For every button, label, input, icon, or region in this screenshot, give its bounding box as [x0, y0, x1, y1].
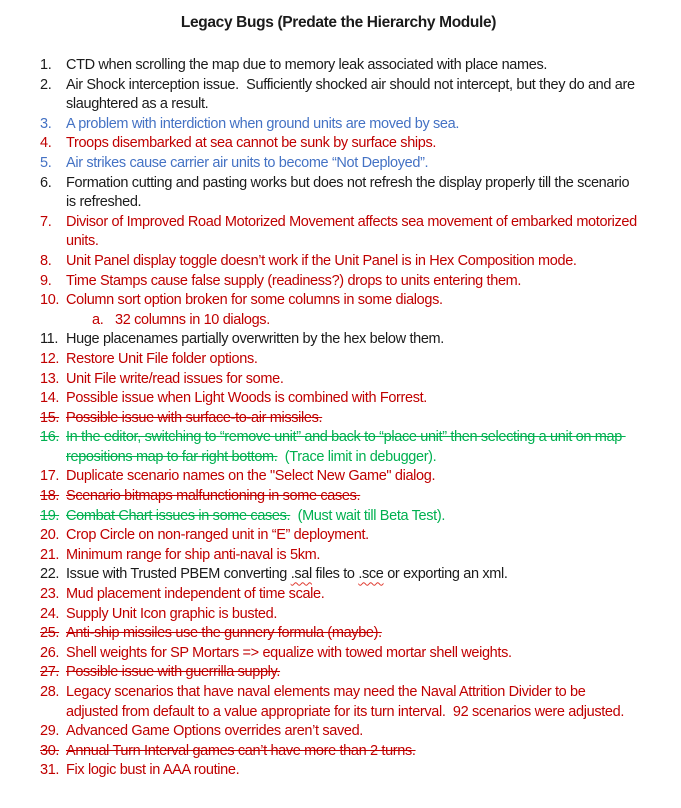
bug-item [40, 291, 637, 311]
bug-item [40, 507, 637, 527]
item-text [66, 644, 637, 664]
item-text [66, 683, 637, 722]
bug-item [40, 683, 637, 722]
item-number: 31. [40, 762, 60, 779]
item-text [66, 134, 637, 154]
bug-item [40, 761, 637, 781]
item-number: 20. [40, 527, 60, 544]
item-text [66, 546, 637, 566]
bug-item [40, 370, 637, 390]
item-text [66, 722, 637, 742]
text-segment: Column sort option broken for some columns in some dialogs. [66, 292, 443, 309]
bug-item [40, 742, 637, 762]
bug-item [40, 428, 637, 467]
bug-item [40, 605, 637, 625]
item-text [66, 663, 637, 683]
bug-item [40, 330, 637, 350]
text-segment: Scenario bitmaps malfunctioning in some cases. [66, 488, 361, 505]
item-text [66, 761, 637, 781]
spellcheck-flagged-text: .sce [358, 566, 384, 583]
text-segment: A problem with interdiction when ground units are moved by sea. [66, 115, 460, 132]
bug-item [40, 663, 637, 683]
bug-item [40, 56, 637, 76]
item-text [66, 252, 637, 272]
bug-item [40, 154, 637, 174]
item-text [66, 409, 637, 429]
item-number: 9. [40, 272, 52, 289]
bug-item [40, 467, 637, 487]
item-number: 21. [40, 546, 60, 563]
item-number: 7. [40, 213, 52, 230]
item-text [66, 76, 637, 115]
item-number: 28. [40, 684, 60, 700]
item-text [66, 742, 637, 762]
item-number: 11. [40, 331, 59, 348]
item-number: 15. [40, 409, 60, 426]
text-segment: Possible issue when Light Woods is combined with Forrest. [66, 390, 427, 407]
page-title: Legacy Bugs (Predate the Hierarchy Module) [180, 14, 497, 31]
item-number: 17. [40, 468, 60, 485]
text-segment: Unit File write/read issues for some. [66, 370, 284, 387]
item-number: 4. [40, 135, 52, 152]
text-segment: Formation cutting and pasting works but does not refresh the display properly till the scenario is refreshed. [66, 174, 633, 211]
text-segment: Duplicate scenario names on the "Select New Game" dialog. [66, 468, 436, 485]
bug-item [40, 174, 637, 213]
item-text [66, 467, 637, 487]
bug-list [40, 56, 641, 781]
text-segment: Divisor of Improved Road Motorized Movement affects sea movement of embarked motorized units. [66, 213, 641, 250]
text-segment: or exporting an xml. [383, 566, 508, 583]
item-text [66, 624, 637, 644]
text-segment: Supply Unit Icon graphic is busted. [66, 605, 278, 622]
text-segment: Air strikes cause carrier air units to become “Not Deployed”. [66, 154, 429, 171]
item-number: 13. [40, 370, 60, 387]
text-segment: (Trace limit in debugger). [277, 448, 437, 465]
bug-item [40, 585, 637, 605]
bug-item [40, 644, 637, 664]
text-segment: files to [311, 566, 359, 583]
text-segment: Fix logic bust in AAA routine. [66, 762, 240, 779]
item-text [66, 565, 637, 585]
item-text [66, 330, 637, 350]
item-number: 29. [40, 723, 60, 740]
item-text [66, 605, 637, 625]
bug-item [40, 389, 637, 409]
text-segment: Restore Unit File folder options. [66, 350, 258, 367]
text-segment: Possible issue with guerrilla supply. [66, 664, 281, 681]
bug-item [40, 526, 637, 546]
item-number: 10. [40, 292, 60, 309]
text-segment: (Must wait till Beta Test). [290, 507, 446, 524]
bug-item [40, 115, 637, 135]
spellcheck-flagged-text: .sal [290, 566, 312, 583]
item-text [66, 56, 637, 76]
text-segment: Minimum range for ship anti-naval is 5km. [66, 546, 320, 563]
item-number: 2. [40, 76, 52, 93]
text-segment: Huge placenames partially overwritten by the hex below them. [66, 331, 444, 348]
item-text [66, 526, 637, 546]
item-number: 3. [40, 115, 52, 132]
item-number: 19. [40, 507, 60, 524]
item-number: 5. [40, 154, 52, 171]
text-segment: 32 columns in 10 dialogs. [115, 311, 270, 328]
item-number: 24. [40, 605, 60, 622]
item-number: 12. [40, 350, 60, 367]
text-segment: Possible issue with surface-to-air missiles. [66, 409, 323, 426]
item-number: 16. [40, 429, 60, 446]
item-text [66, 428, 637, 467]
item-text [66, 370, 637, 390]
item-number: 23. [40, 586, 60, 603]
bug-item [40, 272, 637, 292]
text-segment: Shell weights for SP Mortars => equalize with towed mortar shell weights. [66, 644, 512, 661]
bug-sub-item [92, 311, 637, 331]
item-text [66, 115, 637, 135]
bug-item [40, 487, 637, 507]
text-segment: Mud placement independent of time scale. [66, 586, 325, 603]
bug-item [40, 213, 641, 252]
item-text [66, 389, 637, 409]
text-segment: Unit Panel display toggle doesn’t work if the Unit Panel is in Hex Composition mode. [66, 252, 577, 269]
text-segment: Anti-ship missiles use the gunnery formula (maybe). [66, 625, 382, 642]
bug-item [40, 722, 637, 742]
item-number: 18. [40, 488, 60, 505]
text-segment: Annual Turn Interval games can’t have more than 2 turns. [66, 742, 416, 759]
text-segment: In the editor, switching to “remove unit” and back to “place unit” then selecting a unit on map repositions map to far right bottom. [66, 429, 626, 465]
item-number: 6. [40, 174, 52, 191]
text-segment: Troops disembarked at sea cannot be sunk by surface ships. [66, 135, 437, 152]
text-segment: Crop Circle on non-ranged unit in “E” deployment. [66, 527, 369, 544]
text-segment: CTD when scrolling the map due to memory leak associated with place names. [66, 57, 548, 73]
item-text [66, 585, 637, 605]
bug-item [40, 546, 637, 566]
text-segment: Advanced Game Options overrides aren’t saved. [66, 723, 363, 740]
text-segment: Air Shock interception issue. Sufficiently shocked air should not intercept, but they do and are slaughtered as a result. [66, 76, 639, 113]
text-segment: Combat Chart issues in some cases. [66, 507, 291, 524]
item-text [66, 154, 637, 174]
item-number: 8. [40, 252, 52, 269]
item-text [66, 291, 637, 311]
text-segment: Time Stamps cause false supply (readiness?) drops to units entering them. [66, 272, 522, 289]
item-text [66, 487, 637, 507]
item-text [66, 507, 637, 527]
item-text [66, 350, 637, 370]
item-text [66, 174, 637, 213]
text-segment: Issue with Trusted PBEM converting [66, 566, 291, 583]
item-number: 26. [40, 644, 60, 661]
bug-item [40, 76, 637, 115]
item-number: 25. [40, 625, 60, 642]
bug-item [40, 252, 637, 272]
bug-item [40, 409, 637, 429]
item-text [66, 272, 637, 292]
item-text [66, 213, 641, 252]
bug-item [40, 624, 637, 644]
item-number: 22. [40, 566, 60, 583]
bug-item [40, 565, 637, 585]
item-number: 30. [40, 742, 60, 759]
bug-item [40, 134, 637, 154]
item-number: 27. [40, 664, 60, 681]
item-number: 14. [40, 390, 60, 407]
item-number: 1. [40, 57, 52, 73]
item-text [115, 311, 637, 331]
text-segment: Legacy scenarios that have naval elements may need the Naval Attrition Divider to be adjusted from default to a value appropriate for its turn interval. 92 scenarios were adjusted. [66, 684, 625, 720]
bug-item [40, 350, 637, 370]
item-number: a. [92, 311, 104, 328]
